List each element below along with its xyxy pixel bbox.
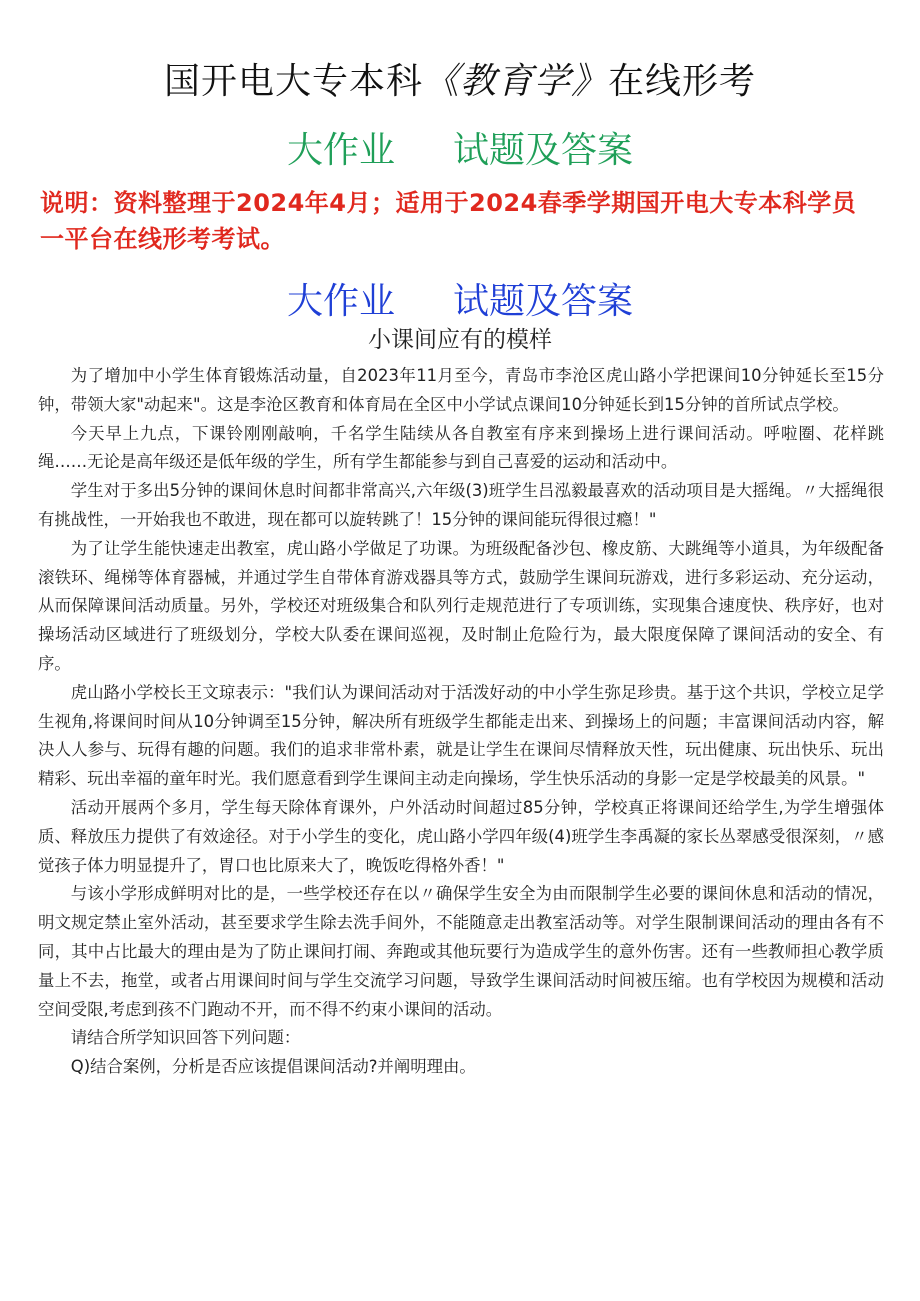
- case-paragraph-1: 为了增加中小学生体育锻炼活动量，自2023年11月至今，青岛市李沧区虎山路小学把课间10分钟延长至15分钟，带领大家"动起来"。这是李沧区教育和体育局在全区中小学试点课间10分钟延长到15分钟的首所试点学校。: [38, 366, 884, 414]
- case-body: [38, 362, 884, 1082]
- title-course-name: 《教育学》: [422, 61, 608, 102]
- page-title: [0, 58, 920, 106]
- case-paragraph-3: 学生对于多出5分钟的课间休息时间都非常高兴,六年级(3)班学生吕泓毅最喜欢的活动项目是大摇绳。〃大摇绳很有挑战性，一开始我也不敢进，现在都可以旋转跳了！15分钟的课间能玩得很过瘾！": [38, 481, 884, 529]
- title-suffix: 在线形考: [608, 61, 757, 102]
- question-1: Q)结合案例，分析是否应该提倡课间活动?并阐明理由。: [70, 1057, 476, 1077]
- question-intro: 请结合所学知识回答下列问题：: [70, 1028, 301, 1048]
- case-paragraph-2: 今天早上九点，下课铃刚刚敲响，千名学生陆续从各自教室有序来到操场上进行课间活动。呼啦圈、花样跳绳……无论是高年级还是低年级的学生，所有学生都能参与到自己喜爱的运动和活动中。: [38, 423, 884, 472]
- subtitle-right: 试题及答案: [453, 130, 634, 171]
- second-subtitle-left: 大作业: [286, 281, 395, 322]
- subtitle-green: [0, 128, 920, 174]
- subtitle-left: 大作业: [286, 130, 395, 171]
- case-title: 小课间应有的模样: [368, 327, 552, 353]
- second-subtitle-right: 试题及答案: [453, 281, 634, 322]
- case-paragraph-7: 与该小学形成鲜明对比的是，一些学校还存在以〃确保学生安全为由而限制学生必要的课间休息和活动的情况，明文规定禁止室外活动，甚至要求学生除去洗手间外，不能随意走出教室活动等。对学生限制课间活动的理由各有不同，其中占比最大的理由是为了防止课间打闹、奔跑或其他玩要行为造成学生的意外伤害。还有一些教师担心教学质量上不去，拖堂，或者占用课间时间与学生交流学习问题，导致学生课间活动时间被压缩。也有学校因为规模和活动空间受限,考虑到孩不门跑动不开，而不得不约束小课间的活动。: [38, 884, 884, 1019]
- title-prefix: 国开电大专本科: [163, 61, 423, 102]
- subtitle-blue: [0, 279, 920, 325]
- note-paragraph: 说明：资料整理于2024年4月；适用于2024春季学期国开电大专本科学员一平台在线形考考试。: [40, 189, 857, 253]
- case-paragraph-5: 虎山路小学校长王文琼表示："我们认为课间活动对于活泼好动的中小学生弥足珍贵。基于这个共识，学校立足学生视角,将课间时间从10分钟调至15分钟，解决所有班级学生都能走出来、到操场上的问题；丰富课间活动内容，解决人人参与、玩得有趣的问题。我们的追求非常朴素，就是让学生在课间尽情释放天性，玩出健康、玩出快乐、玩出精彩、玩出幸福的童年时光。我们愿意看到学生课间主动走向操场，学生快乐活动的身影一定是学校最美的风景。": [38, 682, 884, 789]
- case-paragraph-4: 为了让学生能快速走出教室，虎山路小学做足了功课。为班级配备沙包、橡皮筋、大跳绳等小道具，为年级配备滚铁环、绳梯等体育器械，并通过学生自带体育游戏器具等方式，鼓励学生课间玩游戏，进行多彩运动、充分运动，从而保障课间活动质量。另外，学校还对班级集合和队列行走规范进行了专项训练，实现集合速度快、秩序好，也对操场活动区域进行了班级划分，学校大队委在课间巡视，及时制止危险行为，最大限度保障了课间活动的安全、有序。: [38, 538, 884, 673]
- case-paragraph-6: 活动开展两个多月，学生每天除体育课外，户外活动时间超过85分钟，学校真正将课间还给学生,为学生增强体质、释放压力提供了有效途径。对于小学生的变化，虎山路小学四年级(4)班学生李禹凝的家长丛翠感受很深刻，〃感觉孩子体力明显提升了，胃口也比原来大了，晚饭吃得格外香！": [38, 797, 884, 875]
